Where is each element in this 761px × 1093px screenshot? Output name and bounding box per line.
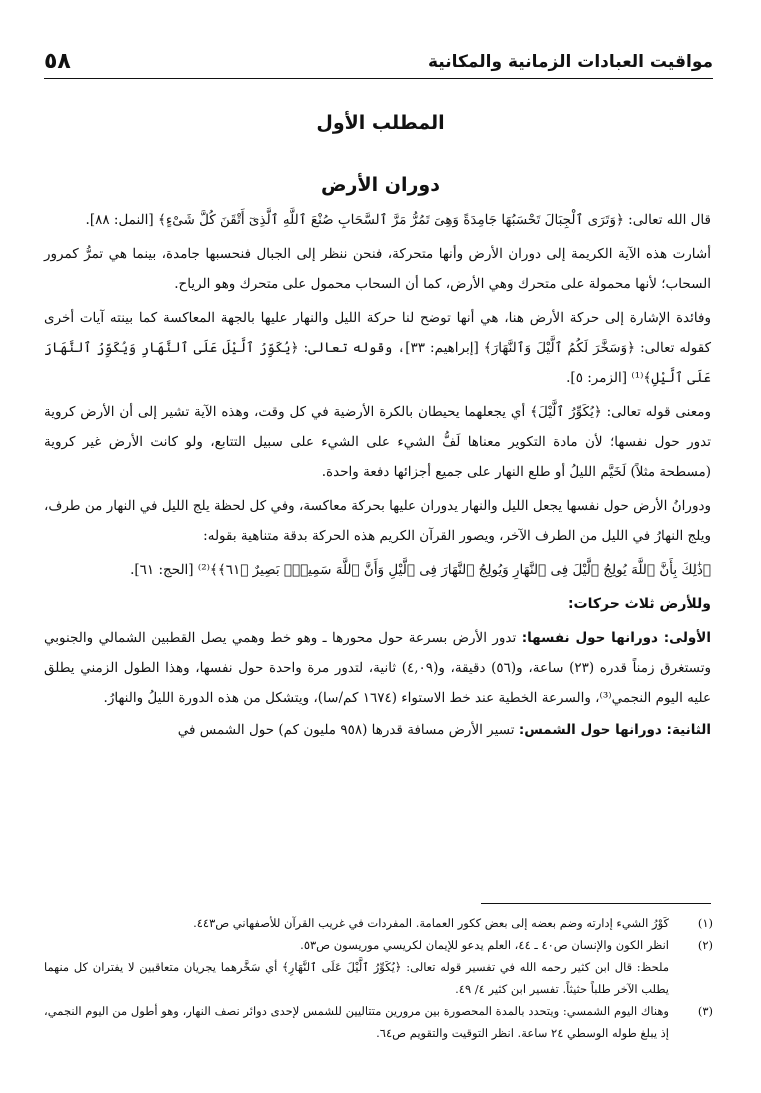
- footnote-number: (٣): [697, 1004, 713, 1018]
- footnote-note: [44, 956, 713, 1000]
- second-movement-label: الثانية: دورانها حول الشمس:: [518, 722, 711, 738]
- second-movement: [44, 715, 711, 745]
- footnote-text: كَوْرُ الشيء إدارته وضم بعضه إلى بعض ككور العمامة. المفردات في غريب القرآن للأصفهاني ص٤٤٣.: [193, 916, 669, 930]
- second-movement-text: تسير الأرض مسافة قدرها (٩٥٨ مليون كم) حول الشمس في: [177, 722, 515, 738]
- footnote-number: [669, 956, 713, 1000]
- paragraph-verse-naml: قال الله تعالى: ﴿وَتَرَى ٱلْجِبَالَ تَحْسَبُهَا جَامِدَةً وَهِىَ تَمُرُّ مَرَّ ٱلسَّحَابِ صُنْعَ ٱللَّهِ ٱلَّذِىٓ أَتْقَنَ كُلَّ شَىْءٍ﴾ [النمل: ٨٨].: [85, 212, 711, 228]
- footnote-divider: [481, 903, 711, 904]
- first-movement-text: تدور الأرض بسرعة حول محورها ـ وهو خط وهمي يصل القطبين الشمالي والجنوبي وتستغرق زمناً قدره (٢٣) ساعة، و(٥٦) دقيقة، و(٤,٠٩) ثانية، لتدور مرة واحدة حول نفسها، وهذا الطول الزمني يطلق عليه اليوم النجمي⁽³⁾، والسرعة الخطية عند خط الاستواء (١٦٧٤ كم/سا)، ويتشكل من هذه الدورة الليلُ والنهارُ.: [44, 630, 711, 706]
- footnote-number: (٢): [697, 938, 713, 952]
- footnote-text: انظر الكون والإنسان ص٤٠ ـ ٤٤، العلم يدعو للإيمان لكريسي موريسون ص٥٣.: [300, 938, 669, 952]
- running-title: مواقيت العبادات الزمانية والمكانية: [428, 52, 713, 72]
- paragraph-rotation: ودورانُ الأرض حول نفسها يجعل الليل والنهار يدوران عليها بحركة معاكسة، وفي كل لحظة يلج الليل في النهار من طرف، ويلج النهارُ في الليل من الطرف الآخر، ويصور القرآن الكريم هذه الحركة بدقة متناهية بقوله:: [44, 498, 711, 544]
- subsection-title: دوران الأرض: [320, 174, 440, 196]
- paragraph-verse-hajj: ﴿ذَٰلِكَ بِأَنَّ ٱللَّهَ يُولِجُ ٱلَّيْلَ فِى ٱلنَّهَارِ وَيُولِجُ ٱلنَّهَارَ فِى ٱلَّيْلِ وَأَنَّ ٱللَّهَ سَمِيعٌۢ بَصِيرٌ ﴿٦١﴾﴾⁽²⁾ [الحج: ٦١].: [130, 562, 711, 578]
- footnote-3: [44, 1000, 713, 1044]
- footnotes: [44, 912, 713, 1044]
- footnote-text: وهناك اليوم الشمسي: ويتحدد بالمدة المحصورة بين مرورين متتاليين للشمس لإحدى دوائر نصف النهار، وهو أطول من اليوم النجمي، إذ يبلغ طوله الوسطي ٢٤ ساعة. انظر التوقيت والتقويم ص٦٤.: [44, 1004, 669, 1040]
- page-number: ٥٨: [44, 49, 71, 74]
- first-movement-label: الأولى: دورانها حول نفسها:: [521, 630, 711, 646]
- paragraph-benefit: وفائدة الإشارة إلى حركة الأرض هنا، هي أنها توضح لنا حركة الليل والنهار عليها بالجهة المعاكسة كما بينته آيات أخرى كقوله تعالى: ﴿وَسَخَّرَ لَكُمُ ٱلَّيْلَ وَٱلنَّهَارَ﴾ [إبراهيم: ٣٣]، وقوله تعالى: ﴿يُكَوِّرُ ٱلَّيْلَ عَلَى ٱلنَّهَارِ وَيُكَوِّرُ ٱلنَّهَارَ عَلَى ٱلَّيْلِ﴾⁽¹⁾ [الزمر: ٥].: [44, 310, 711, 386]
- paragraph-commentary: أشارت هذه الآية الكريمة إلى دوران الأرض وأنها متحركة، فنحن ننظر إلى الجبال فنحسبها جامدة، بينما هي تمرُّ كمرور السحاب؛ لأنها محمولة على متحرك وهي الأرض، كما أن السحاب محمول على متحرك وهو الرياح.: [44, 246, 711, 292]
- footnote-text: ملحظ: قال ابن كثير رحمه الله في تفسير قوله تعالى: ﴿يُكَوِّرُ ٱلَّيْلَ عَلَى ٱلنَّهَارِ﴾ أي سَخَّرهما يجريان متعاقبين لا يفتران كل منهما يطلب الآخر طلباً حثيثاً. تفسير ابن كثير ٤/ ٤٩.: [44, 960, 669, 996]
- section-title: المطلب الأول: [316, 112, 445, 134]
- footnote-number: (١): [697, 916, 713, 930]
- footnote-2: [44, 934, 713, 956]
- movements-heading: وللأرض ثلاث حركات:: [567, 596, 711, 612]
- first-movement: [44, 623, 711, 713]
- paragraph-meaning: ومعنى قوله تعالى: ﴿يُكَوِّرُ ٱلَّيْلَ﴾ أي يجعلهما يحيطان بالكرة الأرضية في كل وقت، وهذه الآية تشير إلى أن الأرض كروية تدور حول نفسها؛ لأن مادة التكوير معناها لَفُّ الشيء على الشيء على سبيل التتابع، ولو كانت الأرض غير كروية (مسطحة مثلاً) لَخَيَّم الليلُ أو طلع النهار على جميع أجزائها دفعة واحدة.: [44, 404, 711, 480]
- footnote-1: [44, 912, 713, 934]
- main-text: [44, 205, 711, 747]
- running-header: [44, 38, 713, 79]
